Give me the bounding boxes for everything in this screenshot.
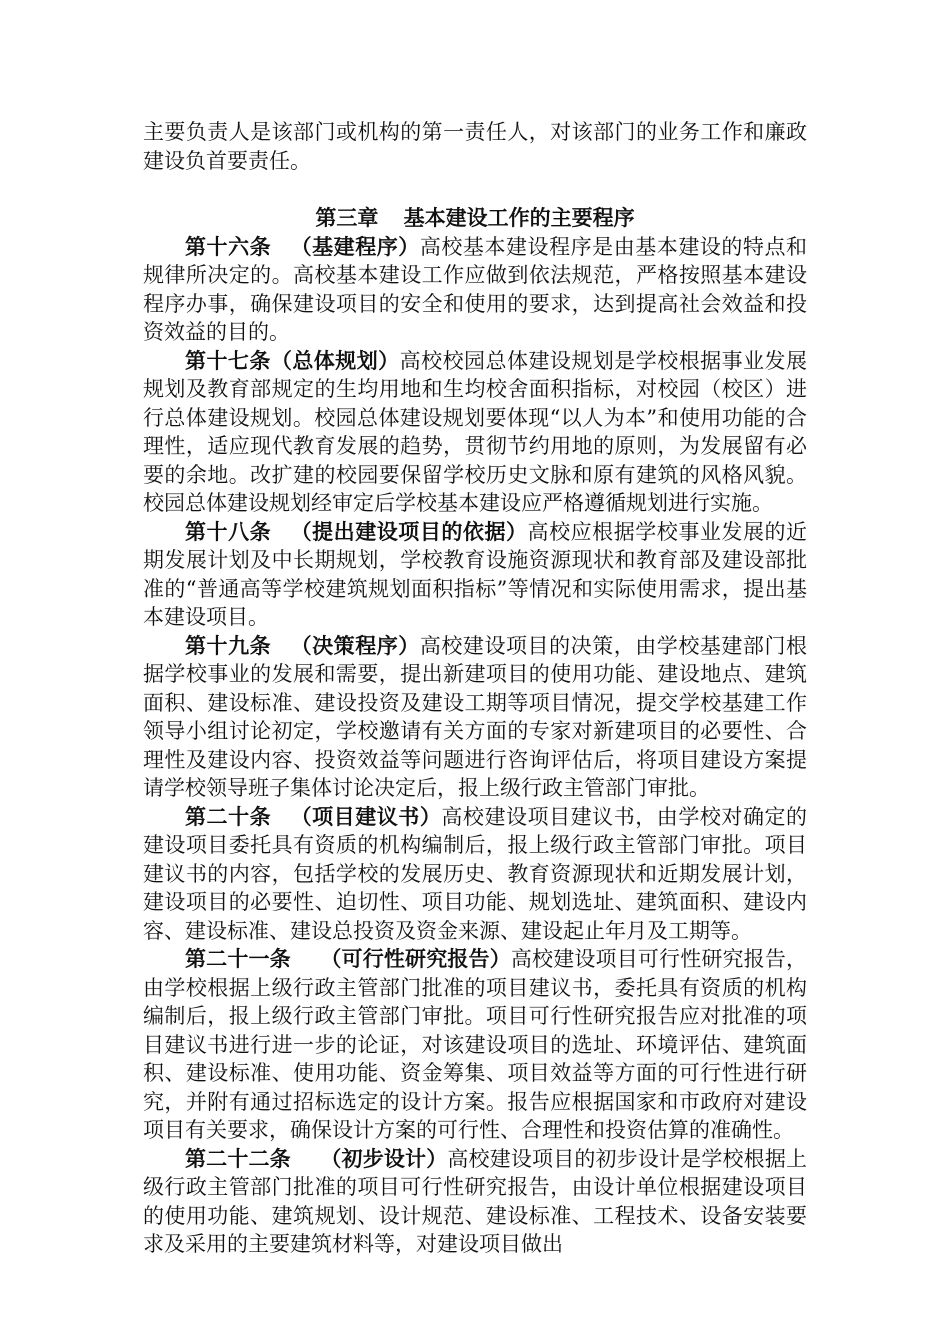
article-text: 高校建设项目建议书，由学校对确定的建设项目委托具有资质的机构编制后，报上级行政主管部门审批。项目建议书的内容，包括学校的发展历史、教育资源现状和近期发展计划，建设项目的必要性、迫切性、项目功能、规划选址、建筑面积、建设内容、建设标准、建设总投资及资金来源、建设起止年月及工期等。 (143, 804, 808, 943)
article-22 (143, 1145, 807, 1259)
article-text: 高校基本建设程序是由基本建设的特点和规律所决定的。高校基本建设工作应做到依法规范，严格按照基本建设程序办事，确保建设项目的安全和使用的要求，达到提高社会效益和投资效益的目的。 (143, 234, 808, 344)
intro-paragraph: 主要负责人是该部门或机构的第一责任人，对该部门的业务工作和廉政建设负首要责任。 (143, 120, 807, 173)
article-label: 第二十条 (185, 804, 272, 829)
chapter-heading (143, 204, 807, 233)
article-label: 第二十一条 (185, 947, 291, 971)
article-label: 第二十二条 (185, 1146, 291, 1171)
article-topic: （项目建议书） (290, 804, 442, 829)
article-18 (143, 518, 807, 632)
article-label: 第十九条 (185, 633, 272, 658)
article-text: 高校建设项目可行性研究报告，由学校根据上级行政主管部门批准的项目建议书，委托具有资质的机构编制后，报上级行政主管部门审批。项目可行性研究报告应对批准的项目建议书进行进一步的论证，对该建设项目的选址、环境评估、建筑面积、建设标准、使用功能、资金筹集、项目效益等方面的可行性进行研究，并附有通过招标选定的设计方案。报告应根据国家和市政府对建设项目有关要求，确保设计方案的可行性、合理性和投资估算的准确性。 (143, 947, 808, 1142)
chapter-title: 基本建设工作的主要程序 (403, 206, 635, 230)
article-16 (143, 233, 807, 347)
article-19 (143, 632, 807, 803)
article-21 (143, 945, 807, 1145)
article-text: 高校应根据学校事业发展的近期发展计划及中长期规划，学校教育设施资源现状和教育部及建设部批准的“普通高等学校建筑规划面积指标”等情况和实际使用需求，提出基本建设项目。 (143, 519, 808, 629)
article-text: 高校校园总体建设规划是学校根据事业发展规划及教育部规定的生均用地和生均校舍面积指标，对校园（校区）进行总体建设规划。校园总体建设规划要体现“以人为本”和使用功能的合理性，适应现代教育发展的趋势，贯彻节约用地的原则，为发展留有必要的余地。改扩建的校园要保留学校历史文脉和原有建筑的风格风貌。校园总体建设规划经审定后学校基本建设应严格遵循规划进行实施。 (143, 348, 808, 515)
chapter-number: 第三章 (315, 206, 379, 230)
article-topic: （总体规划） (270, 348, 400, 373)
article-label: 第十六条 (185, 234, 272, 259)
article-text: 高校建设项目的决策，由学校基建部门根据学校事业的发展和需要，提出新建项目的使用功能、建设地点、建筑面积、建设标准、建设投资及建设工期等项目情况，提交学校基建工作领导小组讨论初定，学校邀请有关方面的专家对新建项目的必要性、合理性及建设内容、投资效益等问题进行咨询评估后，将项目建设方案提请学校领导班子集体讨论决定后，报上级行政主管部门审批。 (143, 633, 808, 800)
article-text: 高校建设项目的初步设计是学校根据上级行政主管部门批准的项目可行性研究报告，由设计单位根据建设项目的使用功能、建筑规划、设计规范、建设标准、工程技术、设备安装要求及采用的主要建筑材料等，对建设项目做出 (143, 1146, 808, 1256)
article-topic: （决策程序） (290, 633, 420, 658)
article-topic: （初步设计） (320, 1146, 448, 1171)
article-20 (143, 803, 807, 946)
article-label: 第十八条 (185, 519, 272, 544)
document-body (143, 118, 807, 1259)
article-17 (143, 347, 807, 518)
article-label: 第十七条 (185, 348, 271, 373)
article-topic: （基建程序） (290, 234, 420, 259)
article-topic: （可行性研究报告） (320, 947, 511, 971)
article-topic: （提出建设项目的依据） (290, 519, 528, 544)
